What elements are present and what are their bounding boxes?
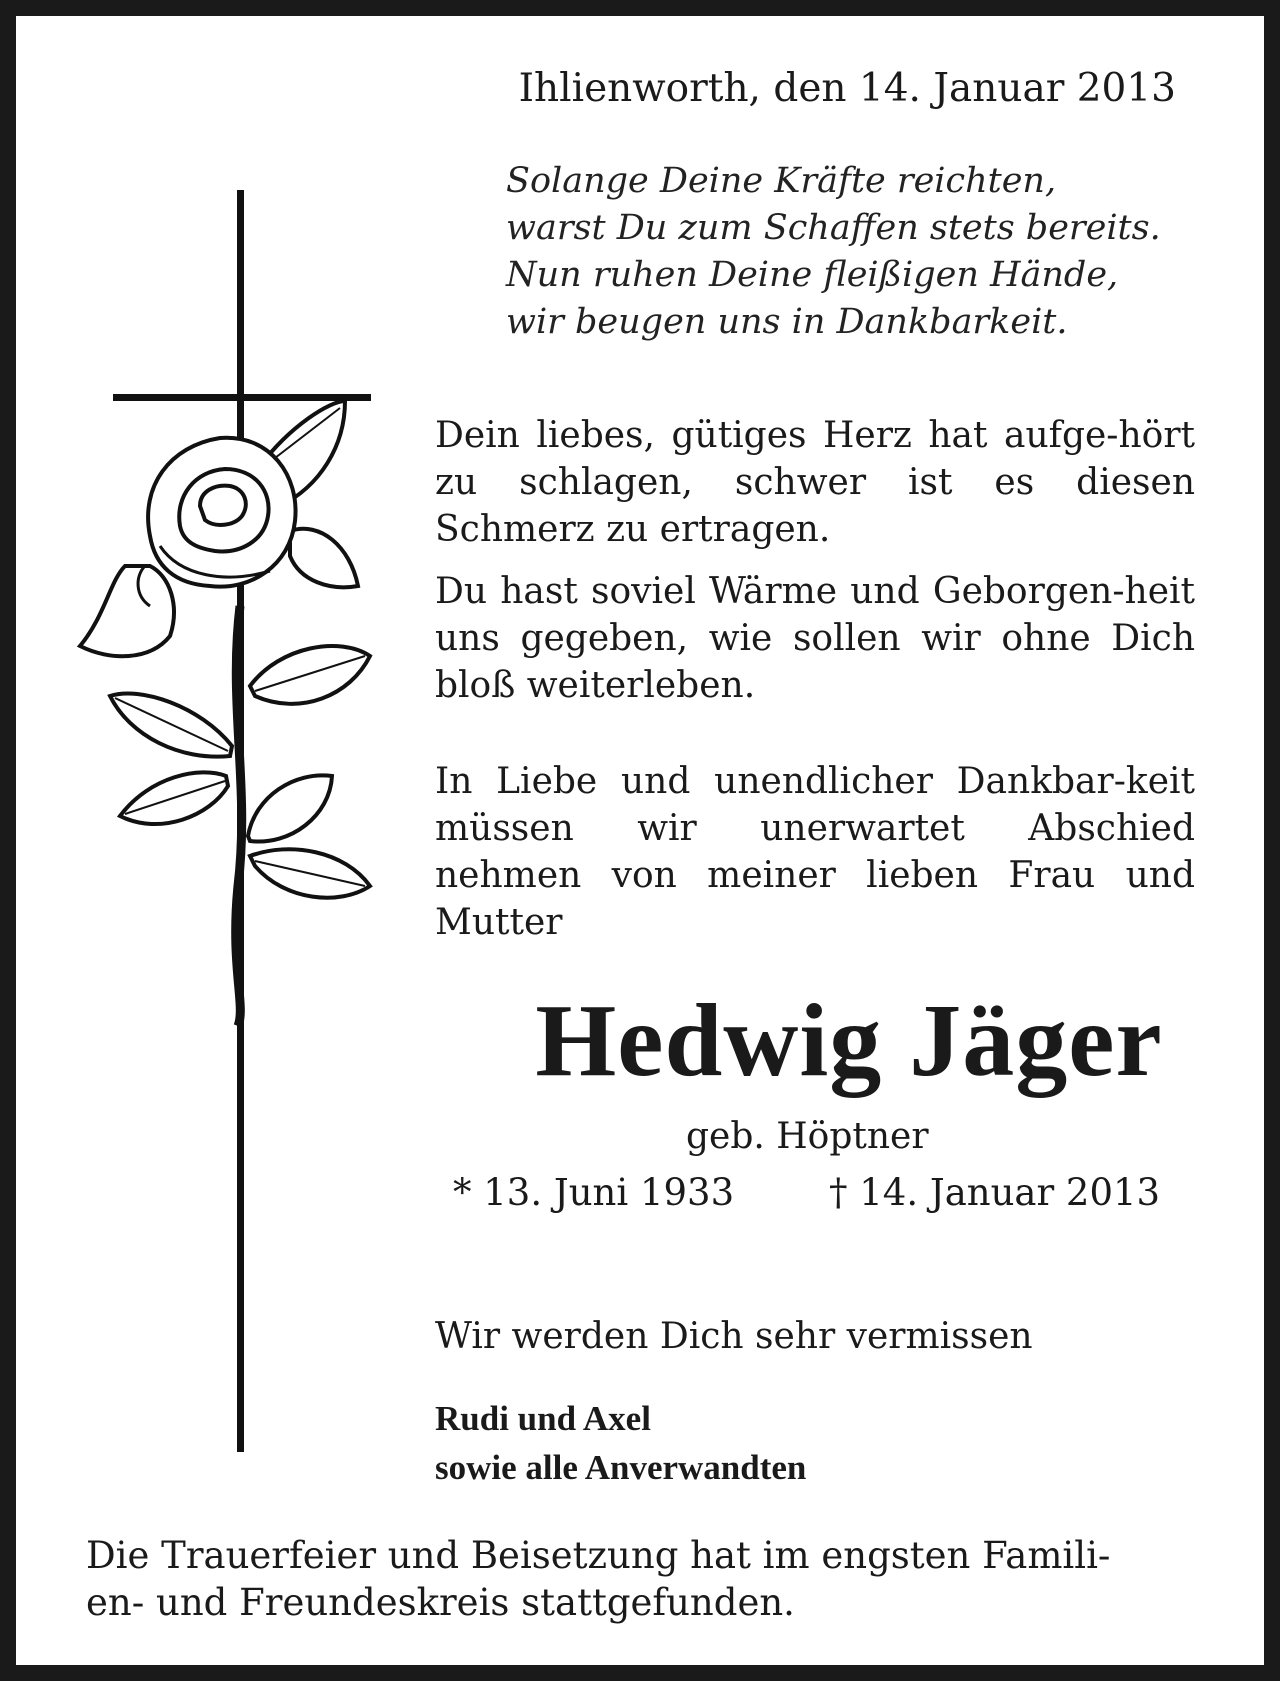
birth-date: * 13. Juni 1933	[453, 1171, 735, 1214]
poem-line: Nun ruhen Deine fleißigen Hände,	[506, 255, 1119, 295]
date-line: Ihlienworth, den 14. Januar 2013	[518, 66, 1176, 111]
signature-line: Rudi und Axel	[435, 1399, 651, 1438]
obituary-notice	[16, 16, 1264, 1665]
deceased-name: Hedwig Jäger	[535, 983, 1163, 1098]
paragraph-warmth: Du hast soviel Wärme und Geborgen-heit uns gegeben, wie sollen wir ohne Dich bloß weiterleben.	[435, 571, 1195, 706]
poem-line: Solange Deine Kräfte reichten,	[506, 161, 1057, 201]
paragraph-farewell: In Liebe und unendlicher Dankbar-keit müssen wir unerwartet Abschied nehmen von meiner lieben Frau und Mutter	[435, 761, 1195, 943]
poem-line: warst Du zum Schaffen stets bereits.	[506, 208, 1161, 248]
rose-icon	[80, 401, 370, 1026]
cross-icon	[50, 186, 390, 1466]
closing-line: Wir werden Dich sehr vermissen	[435, 1316, 1033, 1357]
poem	[506, 158, 1161, 346]
funeral-note-line: en- und Freundeskreis stattgefunden.	[86, 1581, 795, 1624]
signature-line: sowie alle Anverwandten	[435, 1448, 807, 1487]
funeral-note	[86, 1532, 1196, 1626]
maiden-name: geb. Höptner	[686, 1116, 929, 1157]
death-date: † 14. Januar 2013	[829, 1171, 1161, 1214]
signature	[435, 1394, 806, 1492]
poem-line: wir beugen uns in Dankbarkeit.	[506, 302, 1068, 342]
funeral-note-line: Die Trauerfeier und Beisetzung hat im engsten Famili-	[86, 1534, 1111, 1577]
paragraph-heart: Dein liebes, gütiges Herz hat aufge-hört zu schlagen, schwer ist es diesen Schmerz zu ertragen.	[435, 415, 1195, 550]
